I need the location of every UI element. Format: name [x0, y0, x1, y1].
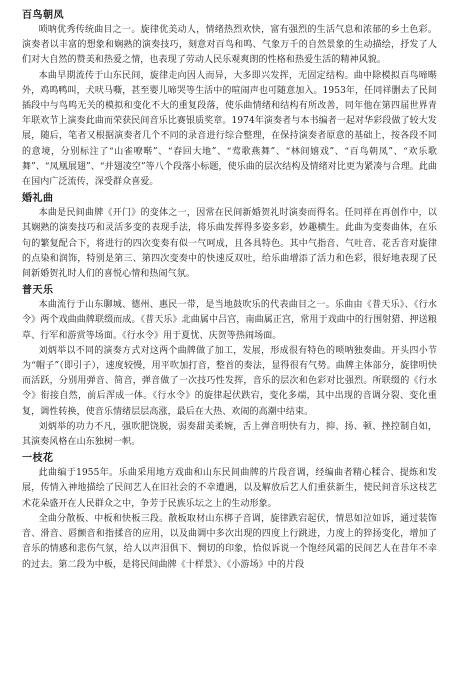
- section-title-putianle: 普天乐: [22, 285, 54, 297]
- paragraph: 本曲流行于山东聊城、德州、惠民一带，是当地鼓吹乐的代表曲目之一。乐曲由《普天乐》、《行水令》两个戏曲曲牌联缀而成。《普天乐》北曲属中吕宫，南曲属正宫，常用于戏曲中的行围射猎、押送粮草、行军和游赏等场面。《行水令》用于夏忧、庆贺等热闹场面。: [22, 300, 437, 341]
- paragraph: 刘炳举以不同的演奏方式对这两个曲牌做了加工，发展，形成很有特色的唢呐独奏曲。开头四小节为“帽子”（即引子），速度较慢，用平吹加打音，整首的奏法，显得很有气势。曲牌主体部分，旋律明快而活跃，分别用弹音、简音，弹音做了一次技巧性发挥，音乐的层次和色彩对比强烈。所联缀的《行水令》衔接自然，前后浑成一体。《行水令》的旋律起伏跌宕，变化多端，其中出现的音调分裂、变化重复，调性转换，使音乐情绪层层高涨，最后在大热、欢闹的高潮中结束。: [22, 345, 437, 417]
- paragraph: 本曲早期流传于山东民间，旋律走向因人而异，大多即兴发挥，无固定结构。曲中除模拟百鸟啼啭外，鸡鸣鸭叫，犬吠马嘶，甚至婴儿啼哭等生活中的喧闹声也可随意加入。1953年，任同祥删去了民间插段中与鸟鸣无关的模拟和变化不大的重复段落，使乐曲情绪和结构有所改善，同年他在第四届世界青年联欢节上演奏此曲而荣获民间音乐比赛银质奖章。1974年演奏者与本书编者一起对华彩段做了较大发展，随后，笔者又根据演奏者几个不同的录音进行综合整理，在保持演奏者原意的基础上，按各段不同的意境，分别标注了“山雀嘹啭”、“春回大地”、“莺歌燕舞”、“林间嬉戏”、“百鸟朝凤”、“欢乐歌舞”、“凤凰展翅”、“并翅凌空”等八个段落小标题，使乐曲的层次结构及情绪对比更为紧凑与合理。此曲在国内广泛流传，深受群众喜爱。: [22, 70, 437, 188]
- section-title-hunli: 婚礼曲: [22, 193, 54, 205]
- paragraph: 本曲是民间曲牌《开门》的变体之一，因常在民间新婚贺礼时演奏而得名。任同祥在再创作中，以其娴熟的演奏技巧和灵活多变的表现手法，将乐曲发挥得多姿多彩，妙趣横生。此曲为变奏曲体，在乐句的繁复配合下，将进行的四次变奏有似一气呵成，且各具特色。其中气指音、气吐音、花舌音对旋律的点染和润饰，特别是第三、第四次变奏中的快速反双吐，给乐曲增添了活力和色彩，很好地表现了民间新婚贺礼时人们的喜悦心情和热闹气氛。: [22, 208, 437, 280]
- section-title-yizhihua: 一枝花: [22, 453, 54, 465]
- section-title-bainiao: 百鸟朝凤: [22, 10, 64, 21]
- paragraph: 刘炳举的功力不凡，强吹肥饶脱，弱奏甜美柔婉，舌上弹音明快有力，抑、扬、顿、挫控制自如，其演奏风格在山东独树一帜。: [22, 421, 437, 448]
- paragraph: 此曲编于1955年。乐曲采用地方戏曲和山东民间曲牌的片段音调，经编曲者精心糅合、提炼和发展，传情入神地描绘了民间艺人在旧社会的不幸遭遇，以及解放后艺人们重获新生，使民间音乐这枝艺术花朵盛开在人民群众之中，争芳于民族乐坛之上的生动形象。: [22, 468, 437, 509]
- paragraph: 唢呐优秀传统曲目之一。旋律优美动人，情绪热烈欢快，富有强烈的生活气息和浓郁的乡土色彩。演奏者以丰富的想象和娴熟的演奏技巧，刻意对百鸟和鸣、气象万千的自然景象的生动描绘，抒发了人们对大自然的赞美和热爱之情，也表现了劳动人民乐观爽朗的性格和热爱生活的精神风貌。: [22, 25, 437, 66]
- paragraph: 全曲分散板、中板和快板三段。散板取材山东梆子音调，旋律跌宕起伏，情思如泣如诉，通过装饰音、滑音、唇颤音和指揉音的应用，以及曲调中多次出现的四度上行跳进，力度上的猝扬变化，增加了音乐的情感和悲伤气氛，给人以声泪俱下、惆切的印象，恰似诉说一个饱经风霜的民间艺人在昔年不幸的过去。第二段为中板，是将民间曲牌《十样景》、《小游场》中的片段: [22, 513, 437, 570]
